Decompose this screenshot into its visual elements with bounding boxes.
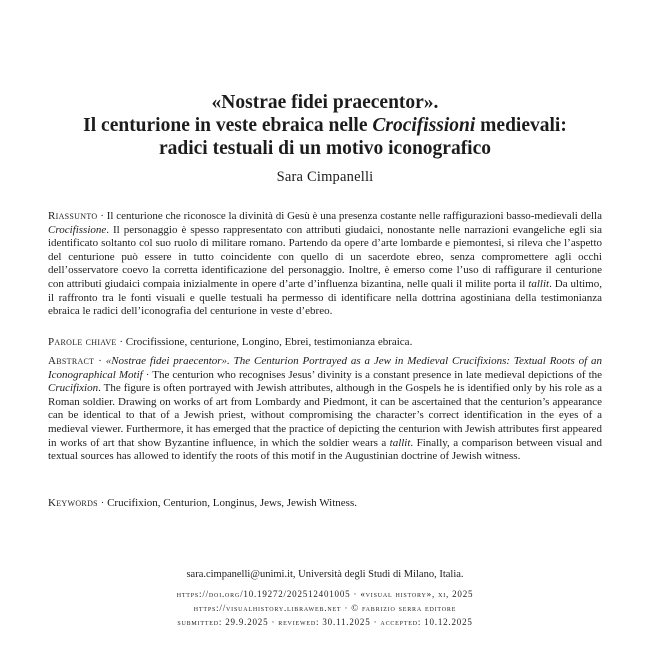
title-line-3: radici testuali di un motivo iconografico bbox=[158, 138, 492, 159]
abstract-separator-2: · bbox=[142, 368, 153, 381]
riassunto-italic-2: tallit bbox=[528, 277, 550, 290]
abstract-text-1: The centurion who recognises Jesus’ divinity is a constant presence in late medieval depictions of the bbox=[152, 368, 603, 381]
article-title-block bbox=[60, 91, 590, 186]
submission-dates-line: submitted: 29.9.2025 · reviewed: 30.11.2025 · accepted: 10.12.2025 bbox=[177, 617, 473, 627]
riassunto-label: Riassunto bbox=[48, 210, 98, 222]
title-line-1: «Nostrae fidei praecentor». bbox=[211, 92, 439, 113]
abstract-label: Abstract bbox=[48, 355, 95, 367]
title-line-2-start: Il centurione in veste ebraica nelle bbox=[83, 115, 373, 136]
author-email-affiliation: sara.cimpanelli@unimi.it, Università degli Studi di Milano, Italia. bbox=[186, 569, 464, 580]
title-line-2-italic: Crocifissioni bbox=[372, 115, 476, 136]
keywords-paragraph bbox=[48, 497, 602, 511]
riassunto-text-3: . Da ultimo, il raffronto tra le fonti visuali e quelle testuali ha permesso di identificare nella dottrina agostiniana della testimonianza ebraica le radici dell’iconografia del centurione in veste d’ebreo. bbox=[48, 277, 602, 318]
abstract-italic-1: Crucifixion bbox=[48, 382, 99, 395]
abstract-text-2: . The figure is often portrayed with Jewish attributes, although in the Gospels he is identified only by his role as a Roman soldier. Drawing on works of art from Lombardy and Piedmont, it can be ascertained that the centurion’s appearance can be identical to that of a Jewish priest, without compromising the character’s correct identification in the eyes of a medieval viewer. Furthermore, it has emerged that the practice of depicting the centurion with Jewish attributes first appeared in works of art that show Byzantine influence, in which the soldier wears a bbox=[48, 382, 602, 449]
parole-chiave-text: Crocifissione, centurione, Longino, Ebrei, testimonianza ebraica. bbox=[125, 336, 413, 348]
riassunto-separator: · bbox=[97, 210, 107, 222]
keywords-label: Keywords bbox=[48, 497, 98, 509]
riassunto-text-2: . Il personaggio è spesso rappresentato con attributi giudaici, nonostante nelle narrazioni evangeliche egli sia identificato soltanto col suo ruolo di militare romano. Partendo da opere d’arte lombarde e piemontesi, si rileva che l’aspetto del centurione può essere in tutto coincidente con quello di un sacerdote ebreo, senza compromettere agli occhi dell’osservatore coevo la corretta identificazione del personaggio. Inoltre, è emerso come l’uso di raffigurare il centurione con attributi giudaici compaia inizialmente in opere d’arte d’influenza bizantina, nelle quali il milite porta il bbox=[48, 223, 602, 290]
keywords-separator: · bbox=[97, 497, 108, 509]
keywords-text: Crucifixion, Centurion, Longinus, Jews, Jewish Witness. bbox=[107, 497, 357, 509]
abstract-separator: · bbox=[94, 355, 106, 367]
publisher-url-line: https://visualhistory.libraweb.net · © fabrizio serra editore bbox=[193, 603, 457, 613]
riassunto-italic-1: Crocifissione bbox=[48, 223, 107, 236]
abstract-paragraph bbox=[48, 355, 602, 464]
parole-chiave-separator: · bbox=[116, 336, 126, 348]
author-name: Sara Cimpanelli bbox=[276, 169, 374, 185]
doi-line: https://doi.org/10.19272/202512401005 · «visual history», xi, 2025 bbox=[176, 589, 474, 599]
parole-chiave-paragraph bbox=[48, 336, 602, 350]
title-line-2-end: medievali: bbox=[475, 115, 567, 136]
abstract-title: «Nostrae fidei praecentor». The Centurion Portrayed as a Jew in Medieval Crucifixions: Textual Roots of an Iconographical Motif bbox=[48, 355, 602, 381]
riassunto-paragraph bbox=[48, 210, 602, 319]
abstract-text-3: . Finally, a comparison between visual and textual sources has allowed to identify the roots of this motif in the Augustinian doctrine of Jewish witness. bbox=[48, 436, 602, 463]
parole-chiave-label: Parole chiave bbox=[48, 336, 117, 348]
abstract-italic-2: tallit bbox=[389, 436, 411, 449]
title-line-2 bbox=[60, 114, 590, 137]
riassunto-text-1: Il centurione che riconosce la divinità di Gesù è una presenza costante nelle raffigurazioni basso-medievali della bbox=[106, 210, 602, 222]
